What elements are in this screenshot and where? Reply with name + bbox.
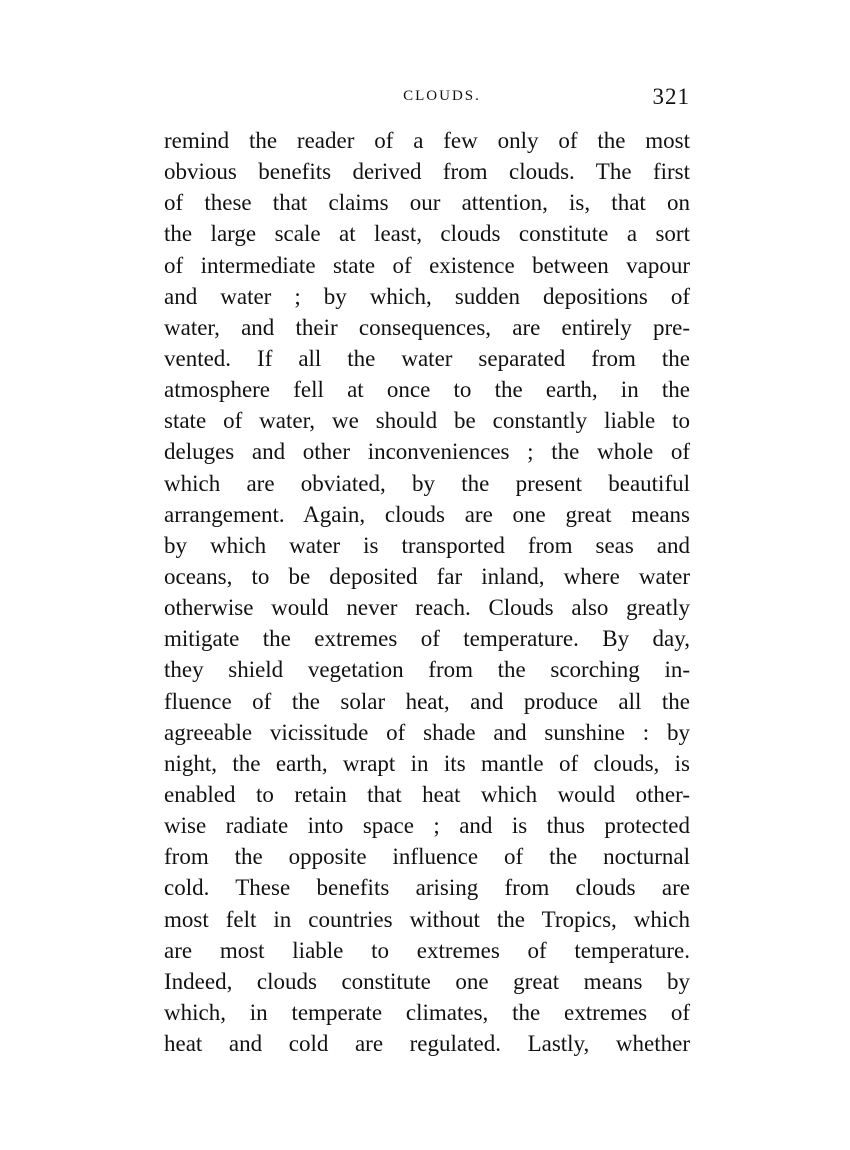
text-line: the large scale at least, clouds constitute a sort [164, 221, 690, 247]
text-line: deluges and other inconveniences ; the whole of [164, 439, 690, 465]
text-line: obvious benefits derived from clouds. The first [164, 159, 690, 185]
text-line: which, in temperate climates, the extremes of [164, 999, 690, 1025]
text-line: enabled to retain that heat which would other- [164, 781, 690, 807]
text-line: remind the reader of a few only of the most [164, 128, 690, 153]
text-line: most felt in countries without the Tropics, which [164, 906, 690, 932]
text-line: mitigate the extremes of temperature. By day, [164, 626, 690, 652]
running-head [164, 84, 694, 114]
text-line: heat and cold are regulated. Lastly, whether [164, 1031, 690, 1057]
text-line: which are obviated, by the present beautiful [164, 470, 690, 496]
page-number: 321 [652, 84, 690, 109]
text-line: cold. These benefits arising from clouds are [164, 875, 690, 901]
text-line: of these that claims our attention, is, that on [164, 190, 690, 216]
text-line: otherwise would never reach. Clouds also greatly [164, 595, 690, 621]
text-line: water, and their consequences, are entirely pre- [164, 314, 690, 340]
text-line: atmosphere fell at once to the earth, in the [164, 377, 690, 403]
text-line: are most liable to extremes of temperature. [164, 937, 690, 963]
text-line: they shield vegetation from the scorching in- [164, 657, 690, 683]
text-line: wise radiate into space ; and is thus protected [164, 813, 690, 839]
text-line: oceans, to be deposited far inland, where water [164, 563, 690, 589]
text-line: and water ; by which, sudden depositions of [164, 283, 690, 309]
body-text [164, 125, 690, 1059]
text-line: agreeable vicissitude of shade and sunshine : by [164, 719, 690, 745]
text-line: vented. If all the water separated from the [164, 345, 690, 371]
chapter-title: CLOUDS. [403, 88, 481, 104]
text-line: from the opposite influence of the nocturnal [164, 844, 690, 870]
text-line: arrangement. Again, clouds are one great means [164, 501, 690, 527]
text-line: night, the earth, wrapt in its mantle of clouds, is [164, 750, 690, 776]
text-line: by which water is transported from seas and [164, 532, 690, 558]
text-line: fluence of the solar heat, and produce all the [164, 688, 690, 714]
text-line: of intermediate state of existence between vapour [164, 252, 690, 278]
text-line: state of water, we should be constantly liable to [164, 408, 690, 434]
text-line: Indeed, clouds constitute one great means by [164, 968, 690, 994]
